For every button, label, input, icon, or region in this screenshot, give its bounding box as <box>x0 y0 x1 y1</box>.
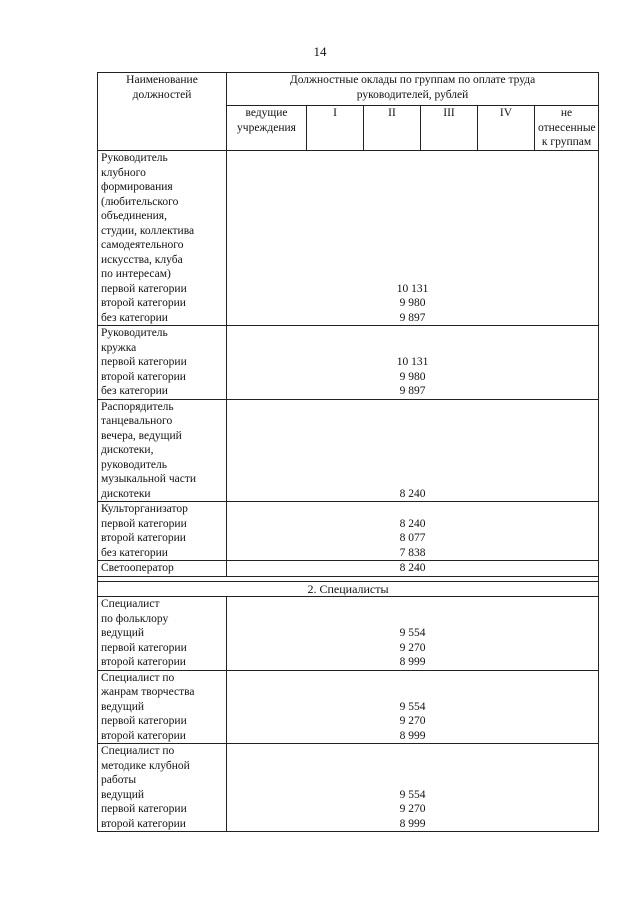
position-title-line: объединения, <box>101 210 167 222</box>
salary-value: 9 270 <box>399 803 426 815</box>
position-title-line: Руководитель <box>101 152 168 164</box>
grade-label: без категории <box>101 546 168 559</box>
grade-label: второй категории <box>101 656 186 668</box>
grade-label: первой категории <box>101 517 187 530</box>
header-not-assigned-line2: отнесенные <box>538 121 596 134</box>
position-title-line: (любительского <box>101 195 179 208</box>
grade-label: первой категории <box>101 641 187 654</box>
salary-value-cell <box>227 326 599 400</box>
salary-value: 10 131 <box>396 356 429 368</box>
table-row <box>98 326 599 400</box>
grade-label: второй категории <box>101 532 186 544</box>
salary-value: 9 897 <box>399 385 426 397</box>
salary-value: 9 897 <box>399 311 426 324</box>
salary-value-cell <box>227 399 599 502</box>
position-name-cell <box>98 399 227 502</box>
salary-value: 7 838 <box>399 546 426 559</box>
position-title-line: дискотеки <box>101 487 151 500</box>
table-row <box>98 561 599 577</box>
position-title-line: руководитель <box>101 458 167 471</box>
salary-value-cell <box>227 744 599 832</box>
position-title-line: по фольклору <box>101 612 169 625</box>
grade-label: ведущий <box>101 788 145 801</box>
table-row <box>98 399 599 502</box>
salary-value-cell <box>227 670 599 744</box>
salary-value-cell <box>227 151 599 326</box>
salary-value: 9 270 <box>399 641 426 654</box>
position-title-line: Культорганизатор <box>101 503 188 515</box>
salary-table <box>97 72 599 832</box>
position-title-line: формирования <box>101 181 173 193</box>
header-leading-institutions <box>227 106 307 151</box>
position-name-cell <box>98 326 227 400</box>
salary-value: 8 240 <box>399 517 426 530</box>
grade-label: первой категории <box>101 282 187 295</box>
grade-label: ведущий <box>101 700 145 713</box>
table-row <box>98 670 599 744</box>
position-title-line: методике клубной <box>101 759 190 772</box>
header-group-3: III <box>421 106 478 151</box>
position-name-cell <box>98 502 227 561</box>
position-title-line: дискотеки, <box>101 444 154 456</box>
salary-value: 8 999 <box>399 729 426 742</box>
header-group-2: II <box>364 106 421 151</box>
position-title-line: Руководитель <box>101 327 168 339</box>
grade-label: первой категории <box>101 803 187 815</box>
salary-value-cell <box>227 502 599 561</box>
header-name-column <box>98 73 227 151</box>
salary-value: 8 999 <box>399 656 426 668</box>
salary-value-cell <box>227 597 599 671</box>
position-name-cell <box>98 151 227 326</box>
salary-value: 8 240 <box>399 562 426 574</box>
header-group-title-line1: Должностные оклады по группам по оплате труда <box>289 74 536 86</box>
position-title-line: танцевального <box>101 415 173 427</box>
position-title-line: работы <box>101 774 137 786</box>
grade-label: второй категории <box>101 729 186 742</box>
header-not-assigned <box>535 106 599 151</box>
salary-value-cell <box>227 561 599 577</box>
salary-value: 8 240 <box>399 487 426 500</box>
position-title-line: Светооператор <box>101 562 174 574</box>
position-title-line: самодеятельного <box>101 239 184 251</box>
header-not-assigned-line1: не <box>560 107 573 119</box>
salary-value: 8 999 <box>399 817 426 830</box>
table-row <box>98 744 599 832</box>
position-name-cell <box>98 744 227 832</box>
salary-value: 9 554 <box>399 788 426 801</box>
header-leading-line1: ведущие <box>245 107 288 119</box>
page-number: 14 <box>313 44 327 59</box>
table-row <box>98 502 599 561</box>
salary-value: 9 980 <box>399 297 426 309</box>
grade-label: без категории <box>101 311 168 324</box>
position-title-line: Специалист по <box>101 671 175 684</box>
section-title: 2. Специалисты <box>98 581 599 597</box>
grade-label: второй категории <box>101 370 186 383</box>
section-row <box>98 581 599 597</box>
position-title-line: Специалист <box>101 598 160 610</box>
header-row-1 <box>98 73 599 106</box>
grade-label: второй категории <box>101 297 186 309</box>
salary-value: 9 554 <box>399 627 426 639</box>
grade-label: первой категории <box>101 356 187 368</box>
header-leading-line2: учреждения <box>237 121 296 134</box>
table-row <box>98 597 599 671</box>
grade-label: без категории <box>101 385 168 397</box>
position-title-line: студии, коллектива <box>101 224 195 237</box>
grade-label: второй категории <box>101 817 186 830</box>
position-name-cell <box>98 597 227 671</box>
header-name-line1: Наименование <box>126 74 198 86</box>
header-name-line2: должностей <box>132 88 192 101</box>
position-title-line: жанрам творчества <box>101 686 195 698</box>
position-title-line: Распорядитель <box>101 400 174 413</box>
salary-value: 9 980 <box>399 370 426 383</box>
salary-value: 9 270 <box>399 715 426 727</box>
position-name-cell <box>98 561 227 577</box>
position-name-cell <box>98 670 227 744</box>
position-title-line: искусства, клуба <box>101 253 183 266</box>
header-group-title <box>227 73 599 106</box>
salary-value: 10 131 <box>396 282 429 295</box>
header-not-assigned-line3: к группам <box>541 136 592 148</box>
position-title-line: клубного <box>101 166 146 179</box>
salary-value: 9 554 <box>399 700 426 713</box>
grade-label: ведущий <box>101 627 145 639</box>
position-title-line: Специалист по <box>101 745 175 757</box>
salary-value: 8 077 <box>399 532 426 544</box>
position-title-line: кружка <box>101 341 137 354</box>
header-group-4: IV <box>478 106 535 151</box>
header-group-1: I <box>307 106 364 151</box>
header-group-title-line2: руководителей, рублей <box>356 88 469 101</box>
position-title-line: вечера, ведущий <box>101 429 182 442</box>
grade-label: первой категории <box>101 715 187 727</box>
position-title-line: музыкальной части <box>101 473 197 485</box>
table-row <box>98 151 599 326</box>
position-title-line: по интересам) <box>101 268 171 280</box>
